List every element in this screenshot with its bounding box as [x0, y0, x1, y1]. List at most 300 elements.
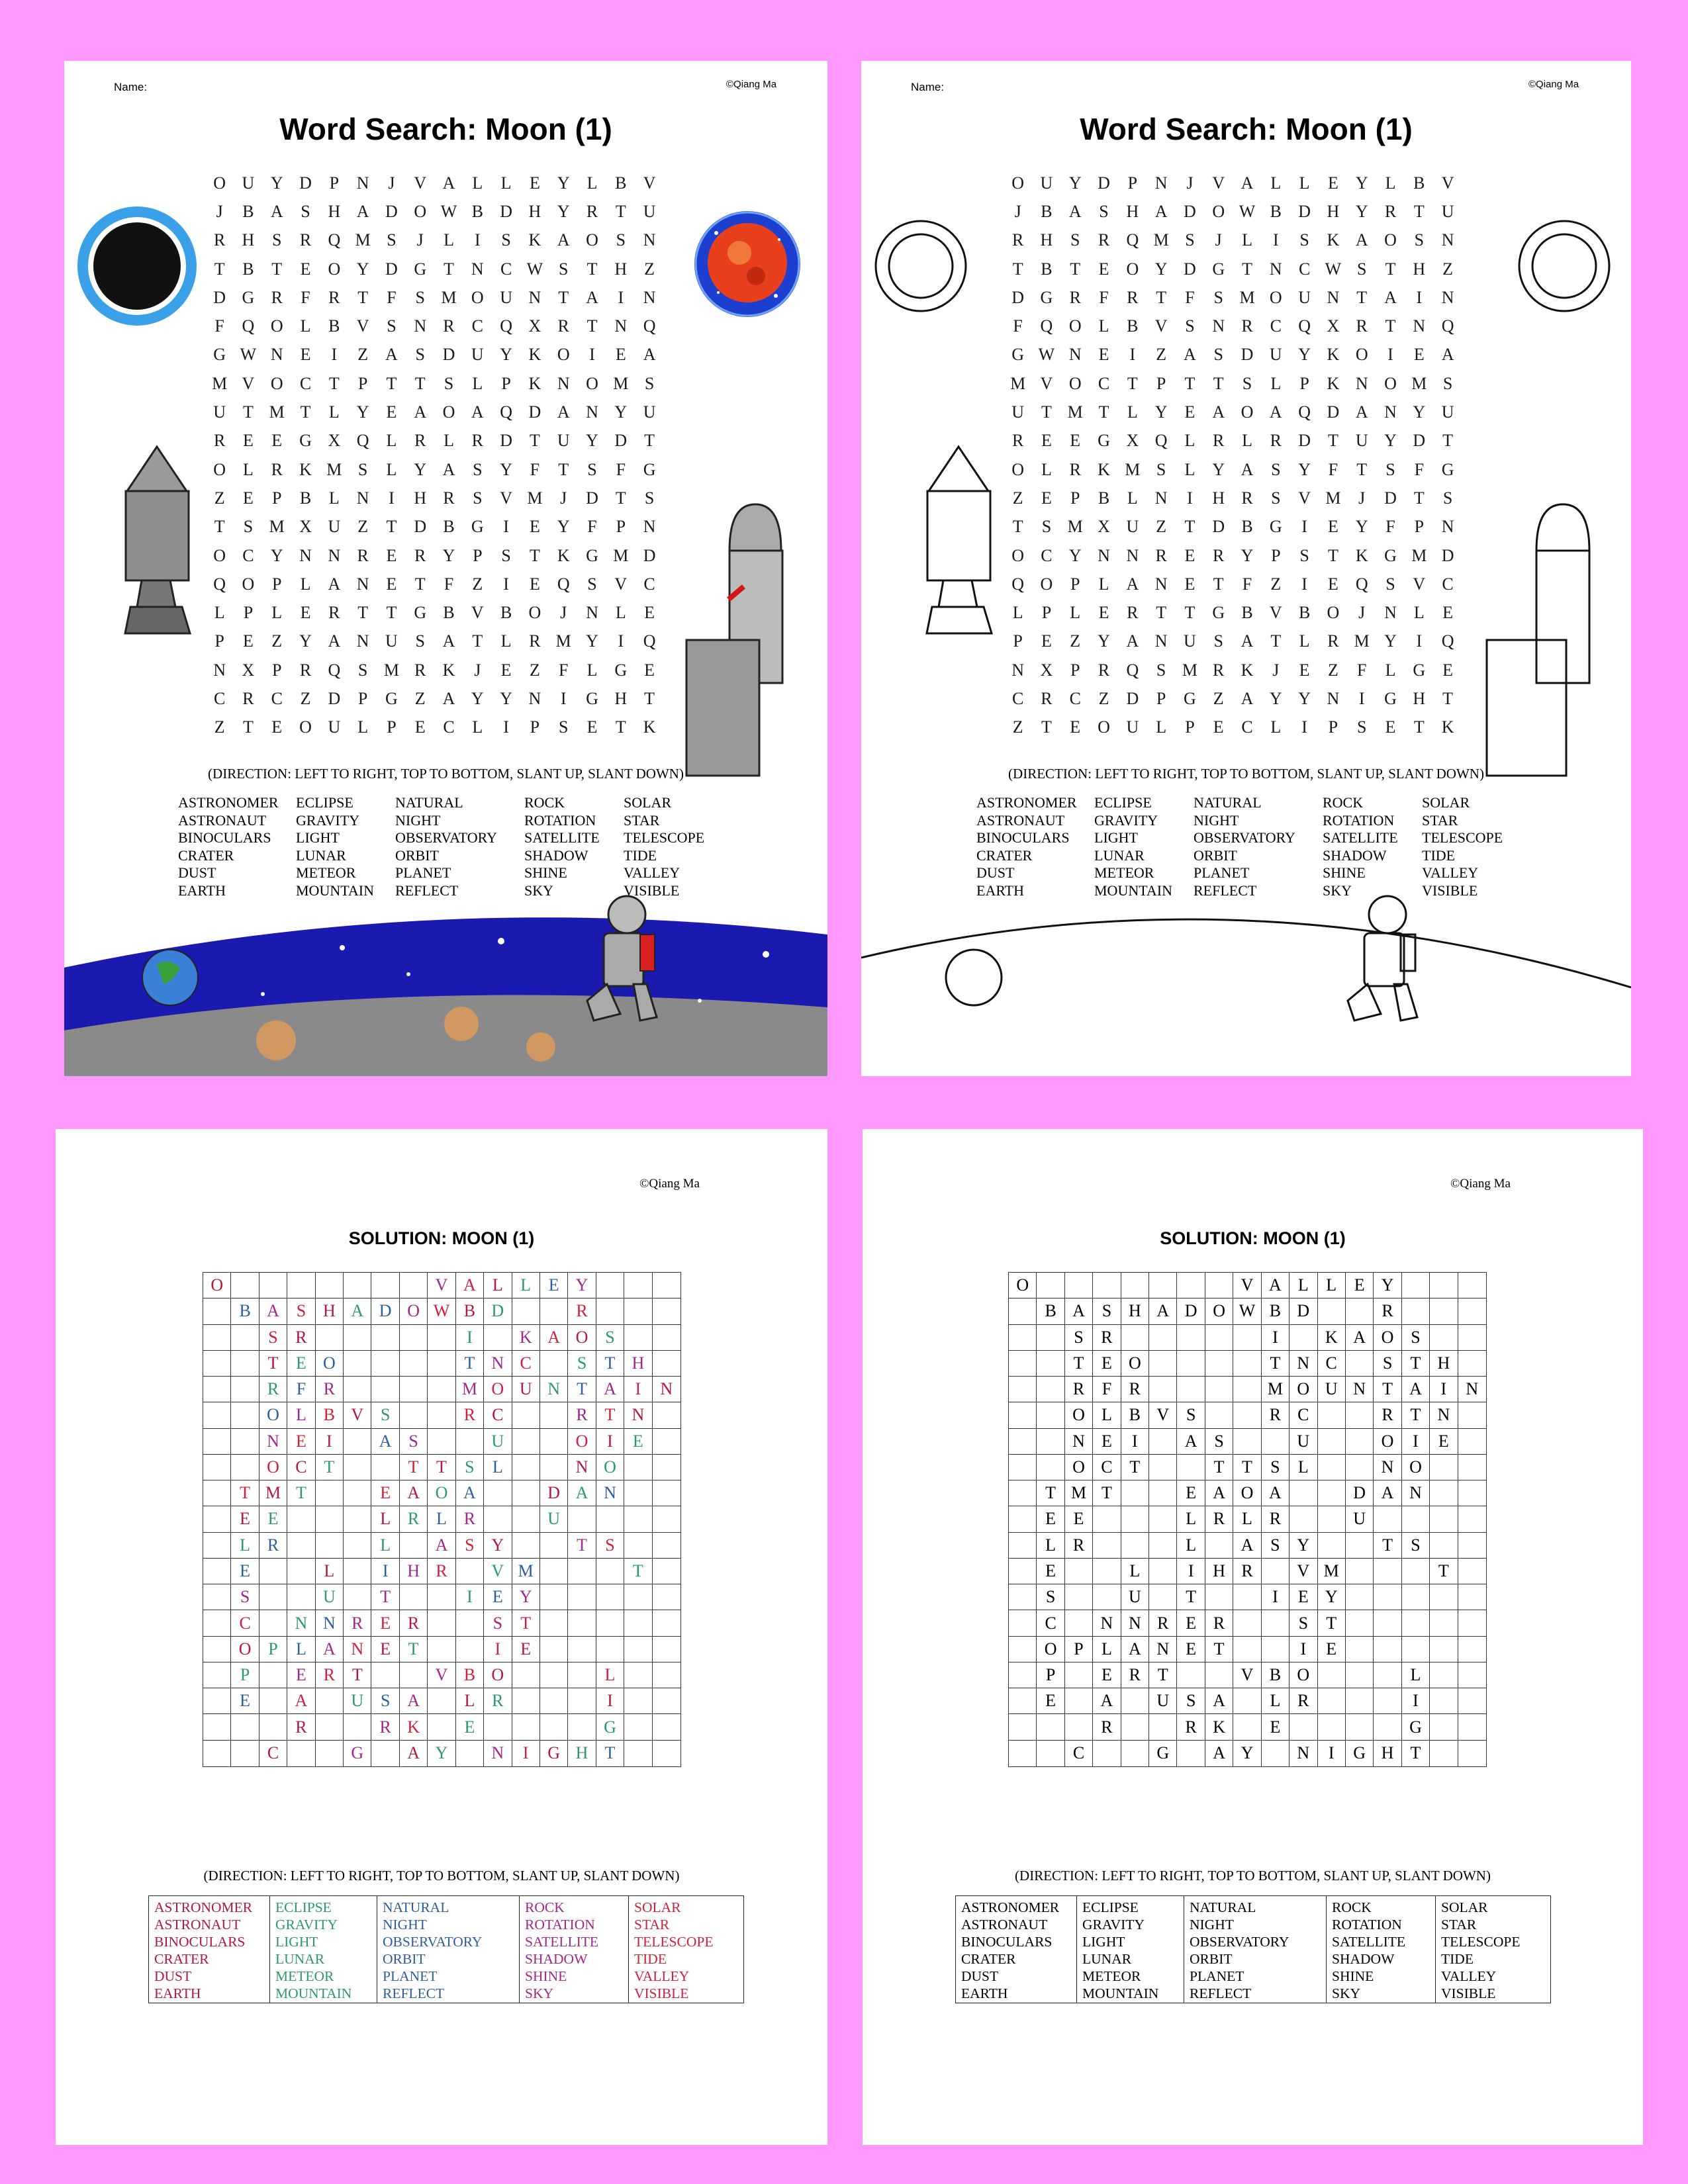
solution-cell: R	[568, 1298, 596, 1324]
solution-cell: K	[1318, 1325, 1346, 1351]
grid-letter: R	[1127, 603, 1139, 623]
solution-cell	[1205, 1662, 1233, 1688]
grid-letter: R	[471, 431, 483, 451]
grid-letter: B	[242, 259, 254, 279]
solution-cell: S	[596, 1533, 624, 1559]
grid-letter: Z	[214, 717, 225, 737]
solution-cell: L	[1093, 1637, 1121, 1662]
grid-letter: G	[643, 459, 656, 479]
grid-letter: Q	[1298, 402, 1311, 422]
grid-letter: E	[1184, 545, 1196, 565]
grid-letter: N	[356, 173, 369, 193]
solution-cell	[203, 1584, 231, 1610]
grid-letter: T	[1070, 259, 1081, 279]
solution-cell: I	[316, 1429, 344, 1455]
grid-letter: C	[271, 688, 283, 708]
word-item: VISIBLE	[1422, 882, 1478, 899]
grid-letter: A	[586, 287, 598, 307]
solution-cell	[371, 1325, 399, 1351]
solution-cell: N	[624, 1402, 652, 1428]
solution-cell	[624, 1533, 652, 1559]
grid-letter: H	[414, 488, 427, 508]
solution-cell: V	[428, 1662, 455, 1688]
name-label: Name:	[114, 81, 148, 93]
solution-cell	[653, 1533, 680, 1559]
solution-cell	[1177, 1377, 1205, 1402]
grid-letter: F	[1414, 459, 1425, 479]
grid-letter: R	[1069, 459, 1081, 479]
solution-cell	[1318, 1298, 1346, 1324]
solution-cell	[344, 1584, 371, 1610]
grid-letter: Z	[1156, 345, 1167, 365]
grid-letter: T	[1213, 574, 1224, 594]
solution-cell: E	[1065, 1506, 1093, 1532]
solution-cell: R	[1262, 1506, 1289, 1532]
grid-letter: T	[1041, 717, 1052, 737]
grid-letter: G	[1269, 517, 1282, 537]
solution-cell	[371, 1351, 399, 1377]
solution-cell: O	[203, 1273, 231, 1298]
grid-letter: C	[1069, 688, 1081, 708]
solution-cell	[1233, 1584, 1261, 1610]
grid-letter: S	[1442, 488, 1453, 508]
word-item: ECLIPSE	[296, 794, 353, 811]
grid-letter: D	[1098, 173, 1110, 193]
word-item: TIDE	[1422, 846, 1456, 864]
solution-cell: N	[1121, 1610, 1149, 1636]
grid-letter: R	[586, 201, 598, 221]
grid-letter: W	[1038, 345, 1055, 365]
solution-cell: C	[287, 1455, 315, 1480]
grid-letter: U	[1184, 631, 1196, 651]
solution-cell: T	[1177, 1584, 1205, 1610]
solution-cell	[1374, 1688, 1401, 1714]
grid-letter: I	[560, 688, 567, 708]
solution-cell	[568, 1610, 596, 1636]
grid-letter: J	[1272, 660, 1280, 680]
grid-letter: A	[1126, 631, 1139, 651]
solution-cell	[316, 1480, 344, 1506]
grid-letter: Y	[471, 688, 484, 708]
grid-letter: B	[1127, 316, 1139, 336]
solution-cell: O	[1065, 1455, 1093, 1480]
solution-cell	[1121, 1714, 1149, 1740]
grid-letter: D	[1298, 431, 1311, 451]
grid-letter: H	[328, 201, 341, 221]
solution-cell	[231, 1741, 259, 1766]
solution-cell: V	[428, 1273, 455, 1298]
grid-letter: E	[644, 660, 655, 680]
grid-letter: M	[212, 373, 228, 393]
word-item: PLANET	[395, 864, 451, 881]
grid-letter: N	[299, 545, 312, 565]
moon-surface-scene	[64, 896, 827, 1076]
solution-cell: S	[1402, 1533, 1430, 1559]
grid-letter: S	[1070, 230, 1080, 250]
grid-letter: E	[529, 517, 540, 537]
solution-cell: S	[231, 1584, 259, 1610]
grid-letter: T	[357, 603, 369, 623]
grid-letter: L	[1098, 574, 1109, 594]
grid-letter: U	[1126, 517, 1139, 537]
solution-cell	[1402, 1637, 1430, 1662]
solution-cell	[1346, 1533, 1374, 1559]
grid-letter: P	[1156, 688, 1166, 708]
solution-cell: E	[231, 1559, 259, 1584]
grid-letter: R	[1041, 688, 1053, 708]
grid-letter: I	[618, 631, 624, 651]
grid-letter: A	[1068, 201, 1082, 221]
solution-cell: A	[428, 1533, 455, 1559]
solution-cell: T	[400, 1637, 428, 1662]
grid-letter: K	[1098, 459, 1110, 479]
solution-cell: G	[1346, 1741, 1374, 1766]
grid-letter: N	[557, 373, 570, 393]
grid-letter: R	[414, 431, 426, 451]
solution-cell	[653, 1298, 680, 1324]
grid-letter: F	[1385, 517, 1395, 537]
grid-letter: H	[1327, 201, 1340, 221]
grid-letter: C	[1241, 717, 1253, 737]
solution-cell	[1346, 1455, 1374, 1480]
solution-cell	[653, 1637, 680, 1662]
solution-cell: N	[540, 1377, 568, 1402]
grid-letter: Y	[1355, 201, 1368, 221]
grid-letter: H	[528, 201, 541, 221]
solution-cell	[203, 1298, 231, 1324]
solution-cell: L	[1318, 1273, 1346, 1298]
solution-word-item: REFLECT	[383, 1985, 445, 2001]
solution-cell: H	[400, 1559, 428, 1584]
grid-letter: Y	[1413, 402, 1426, 422]
solution-word-column	[149, 1896, 270, 2003]
solution-cell: L	[287, 1402, 315, 1428]
grid-letter: A	[1154, 201, 1168, 221]
solution-cell	[1458, 1325, 1486, 1351]
grid-letter: Q	[1355, 574, 1368, 594]
solution-cell: L	[1121, 1559, 1149, 1584]
solution-cell	[540, 1688, 568, 1714]
solution-cell: S	[1262, 1533, 1289, 1559]
solution-word-item: MOUNTAIN	[1082, 1985, 1159, 2001]
rocket-icon	[125, 447, 190, 633]
grid-letter: N	[1011, 660, 1025, 680]
grid-letter: S	[415, 631, 425, 651]
solution-cell	[540, 1351, 568, 1377]
grid-letter: X	[528, 316, 541, 336]
grid-letter: T	[1012, 517, 1023, 537]
grid-letter: S	[587, 459, 597, 479]
solution-cell	[259, 1584, 287, 1610]
solution-cell: G	[1402, 1714, 1430, 1740]
solution-cell: E	[456, 1714, 484, 1740]
solution-cell	[1233, 1714, 1261, 1740]
grid-letter: T	[414, 574, 426, 594]
grid-letter: I	[1416, 287, 1423, 307]
grid-letter: Y	[1154, 259, 1168, 279]
solution-cell: I	[371, 1559, 399, 1584]
solution-cell	[540, 1402, 568, 1428]
solution-cell	[1149, 1506, 1177, 1532]
solution-cell	[1374, 1506, 1401, 1532]
solution-cell: E	[1346, 1273, 1374, 1298]
word-item: MOUNTAIN	[1094, 882, 1173, 899]
solution-cell	[1430, 1610, 1458, 1636]
grid-letter: L	[1127, 488, 1138, 508]
solution-cell: A	[316, 1637, 344, 1662]
solution-word-item: ROTATION	[1332, 1917, 1402, 1933]
grid-letter: D	[1011, 287, 1025, 307]
solution-cell	[653, 1273, 680, 1298]
grid-letter: N	[1269, 259, 1282, 279]
solution-cell: L	[1289, 1273, 1317, 1298]
grid-letter: Q	[1441, 631, 1454, 651]
grid-letter: E	[300, 259, 311, 279]
grid-letter: S	[1385, 574, 1395, 594]
grid-letter: A	[328, 574, 341, 594]
grid-letter: Y	[1298, 459, 1311, 479]
solution-cell: Y	[1318, 1584, 1346, 1610]
solution-word-item: LIGHT	[1082, 1934, 1125, 1950]
grid-letter: O	[242, 574, 255, 594]
grid-letter: E	[300, 345, 311, 365]
solution-cell	[512, 1714, 540, 1740]
solution-cell: B	[1262, 1662, 1289, 1688]
grid-letter: W	[1325, 259, 1342, 279]
grid-letter: A	[471, 402, 484, 422]
grid-letter: P	[473, 545, 483, 565]
solution-cell: N	[1402, 1480, 1430, 1506]
solution-cell: T	[596, 1402, 624, 1428]
grid-letter: B	[1041, 201, 1053, 221]
grid-letter: V	[414, 173, 427, 193]
solution-cell: S	[1177, 1402, 1205, 1428]
solution-cell: H	[1121, 1298, 1149, 1324]
solution-cell: I	[512, 1741, 540, 1766]
grid-letter: F	[387, 287, 397, 307]
grid-letter: F	[587, 517, 597, 537]
grid-letter: G	[1098, 431, 1110, 451]
solution-word-item: VISIBLE	[1441, 1985, 1496, 2001]
solution-cell	[1430, 1584, 1458, 1610]
grid-letter: S	[1299, 230, 1309, 250]
solution-cell: S	[456, 1533, 484, 1559]
word-item: REFLECT	[395, 882, 459, 899]
word-column	[976, 794, 1094, 899]
solution-cell: T	[1065, 1351, 1093, 1377]
solution-cell	[259, 1714, 287, 1740]
solution-cell: T	[1205, 1637, 1233, 1662]
grid-letter: T	[644, 431, 655, 451]
grid-letter: T	[1184, 373, 1196, 393]
solution-cell: T	[1205, 1455, 1233, 1480]
word-item: STAR	[624, 811, 660, 829]
grid-letter: L	[586, 173, 598, 193]
word-column	[624, 794, 716, 899]
grid-letter: L	[1270, 717, 1282, 737]
grid-letter: B	[615, 173, 627, 193]
solution-cell	[287, 1533, 315, 1559]
solution-cell	[371, 1377, 399, 1402]
grid-letter: T	[414, 373, 426, 393]
grid-letter: V	[471, 603, 484, 623]
solution-cell	[1318, 1506, 1346, 1532]
grid-letter: Q	[1126, 660, 1139, 680]
solution-cell	[428, 1610, 455, 1636]
solution-cell	[231, 1377, 259, 1402]
solution-cell: E	[1177, 1610, 1205, 1636]
grid-letter: O	[414, 201, 427, 221]
solution-cell	[428, 1584, 455, 1610]
word-item: CRATER	[976, 846, 1033, 864]
grid-letter: S	[1271, 488, 1281, 508]
grid-letter: S	[1185, 230, 1195, 250]
grid-letter: E	[271, 717, 283, 737]
grid-letter: P	[1041, 603, 1052, 623]
earth-outline-icon	[946, 950, 1002, 1005]
solution-cell	[1149, 1455, 1177, 1480]
grid-letter: N	[414, 316, 427, 336]
solution-cell: I	[1430, 1377, 1458, 1402]
grid-letter: L	[1242, 230, 1252, 250]
word-item: ROTATION	[524, 811, 596, 829]
grid-letter: V	[614, 574, 628, 594]
copyright: ©Qiang Ma	[1450, 1177, 1511, 1191]
grid-letter: V	[1298, 488, 1311, 508]
grid-letter: D	[299, 173, 312, 193]
solution-cell	[624, 1637, 652, 1662]
name-label: Name:	[911, 81, 945, 93]
solution-cell	[456, 1429, 484, 1455]
grid-letter: M	[613, 373, 629, 393]
direction-text: (DIRECTION: LEFT TO RIGHT, TOP TO BOTTOM, SLANT UP, SLANT DOWN)	[208, 766, 684, 782]
grid-letter: L	[243, 459, 254, 479]
solution-cell: T	[568, 1377, 596, 1402]
solution-cell	[1121, 1506, 1149, 1532]
grid-letter: Q	[1011, 574, 1025, 594]
solution-cell	[203, 1688, 231, 1714]
solution-cell	[428, 1402, 455, 1428]
grid-letter: R	[1098, 660, 1110, 680]
grid-letter: T	[1356, 287, 1368, 307]
grid-letter: S	[558, 259, 569, 279]
solution-cell	[203, 1429, 231, 1455]
grid-letter: A	[1241, 688, 1254, 708]
observatory-outline-icon	[1487, 504, 1589, 776]
grid-letter: O	[213, 459, 226, 479]
solution-cell: T	[428, 1455, 455, 1480]
solution-cell: E	[1037, 1688, 1064, 1714]
solution-cell	[316, 1325, 344, 1351]
word-item: GRAVITY	[1094, 811, 1158, 829]
solution-cell	[231, 1714, 259, 1740]
grid-letter: D	[442, 345, 455, 365]
grid-letter: M	[1411, 373, 1427, 393]
solution-cell	[259, 1688, 287, 1714]
solution-word-item: STAR	[1441, 1917, 1477, 1933]
eclipse-icon	[83, 212, 191, 320]
grid-letter: E	[644, 603, 655, 623]
solution-cell: R	[287, 1714, 315, 1740]
grid-letter: I	[1301, 517, 1307, 537]
observatory-icon	[686, 504, 782, 776]
solution-cell	[1318, 1429, 1346, 1455]
solution-cell: R	[1233, 1559, 1261, 1584]
grid-letter: R	[242, 688, 254, 708]
solution-cell	[1121, 1533, 1149, 1559]
grid-letter: H	[1413, 259, 1426, 279]
grid-letter: E	[1041, 431, 1052, 451]
solution-cell: I	[1262, 1325, 1289, 1351]
solution-word-item: ORBIT	[1190, 1951, 1233, 1967]
solution-cell	[624, 1714, 652, 1740]
grid-letter: I	[1358, 688, 1365, 708]
solution-cell: R	[568, 1402, 596, 1428]
grid-letter: Q	[500, 316, 512, 336]
grid-letter: C	[1011, 688, 1024, 708]
solution-word-item: NIGHT	[383, 1917, 427, 1933]
solution-cell: E	[1177, 1480, 1205, 1506]
solution-cell	[1458, 1714, 1486, 1740]
solution-cell: I	[484, 1637, 512, 1662]
grid-letter: R	[1011, 431, 1024, 451]
word-item: SHADOW	[1323, 846, 1387, 864]
grid-letter: B	[1298, 603, 1311, 623]
grid-letter: K	[1327, 373, 1340, 393]
word-column	[178, 794, 296, 899]
grid-letter: B	[1241, 517, 1253, 537]
grid-letter: E	[1098, 345, 1109, 365]
solution-word-column	[377, 1896, 520, 2003]
solution-cell	[1149, 1273, 1177, 1298]
solution-cell: B	[1121, 1402, 1149, 1428]
grid-letter: H	[242, 230, 255, 250]
grid-letter: O	[1384, 230, 1397, 250]
solution-cell: E	[1093, 1351, 1121, 1377]
grid-letter: D	[528, 402, 541, 422]
solution-cell: E	[1093, 1429, 1121, 1455]
grid-letter: V	[1040, 373, 1053, 393]
grid-letter: M	[269, 402, 285, 422]
grid-letter: O	[270, 316, 283, 336]
grid-letter: L	[1098, 316, 1109, 336]
solution-cell	[1009, 1610, 1037, 1636]
solution-cell: D	[371, 1298, 399, 1324]
grid-letter: Y	[1298, 345, 1311, 365]
solution-cell	[1093, 1533, 1121, 1559]
grid-letter: L	[500, 631, 512, 651]
solution-cell	[1402, 1584, 1430, 1610]
grid-letter: D	[1413, 431, 1426, 451]
solution-cell	[1430, 1506, 1458, 1532]
solution-word-item: REFLECT	[1190, 1985, 1252, 2001]
grid-letter: N	[643, 287, 656, 307]
solution-cell: D	[1289, 1298, 1317, 1324]
grid-letter: V	[1441, 173, 1454, 193]
grid-letter: B	[328, 316, 340, 336]
grid-letter: Y	[1068, 545, 1082, 565]
solution-cell: T	[344, 1662, 371, 1688]
solution-word-item: OBSERVATORY	[383, 1934, 483, 1950]
solution-cell: I	[596, 1688, 624, 1714]
solution-cell: L	[316, 1559, 344, 1584]
grid-letter: S	[387, 316, 397, 336]
grid-letter: N	[1212, 316, 1225, 336]
grid-letter: O	[1011, 459, 1025, 479]
grid-letter: A	[1126, 574, 1139, 594]
grid-letter: G	[414, 603, 427, 623]
solution-cell: R	[259, 1377, 287, 1402]
